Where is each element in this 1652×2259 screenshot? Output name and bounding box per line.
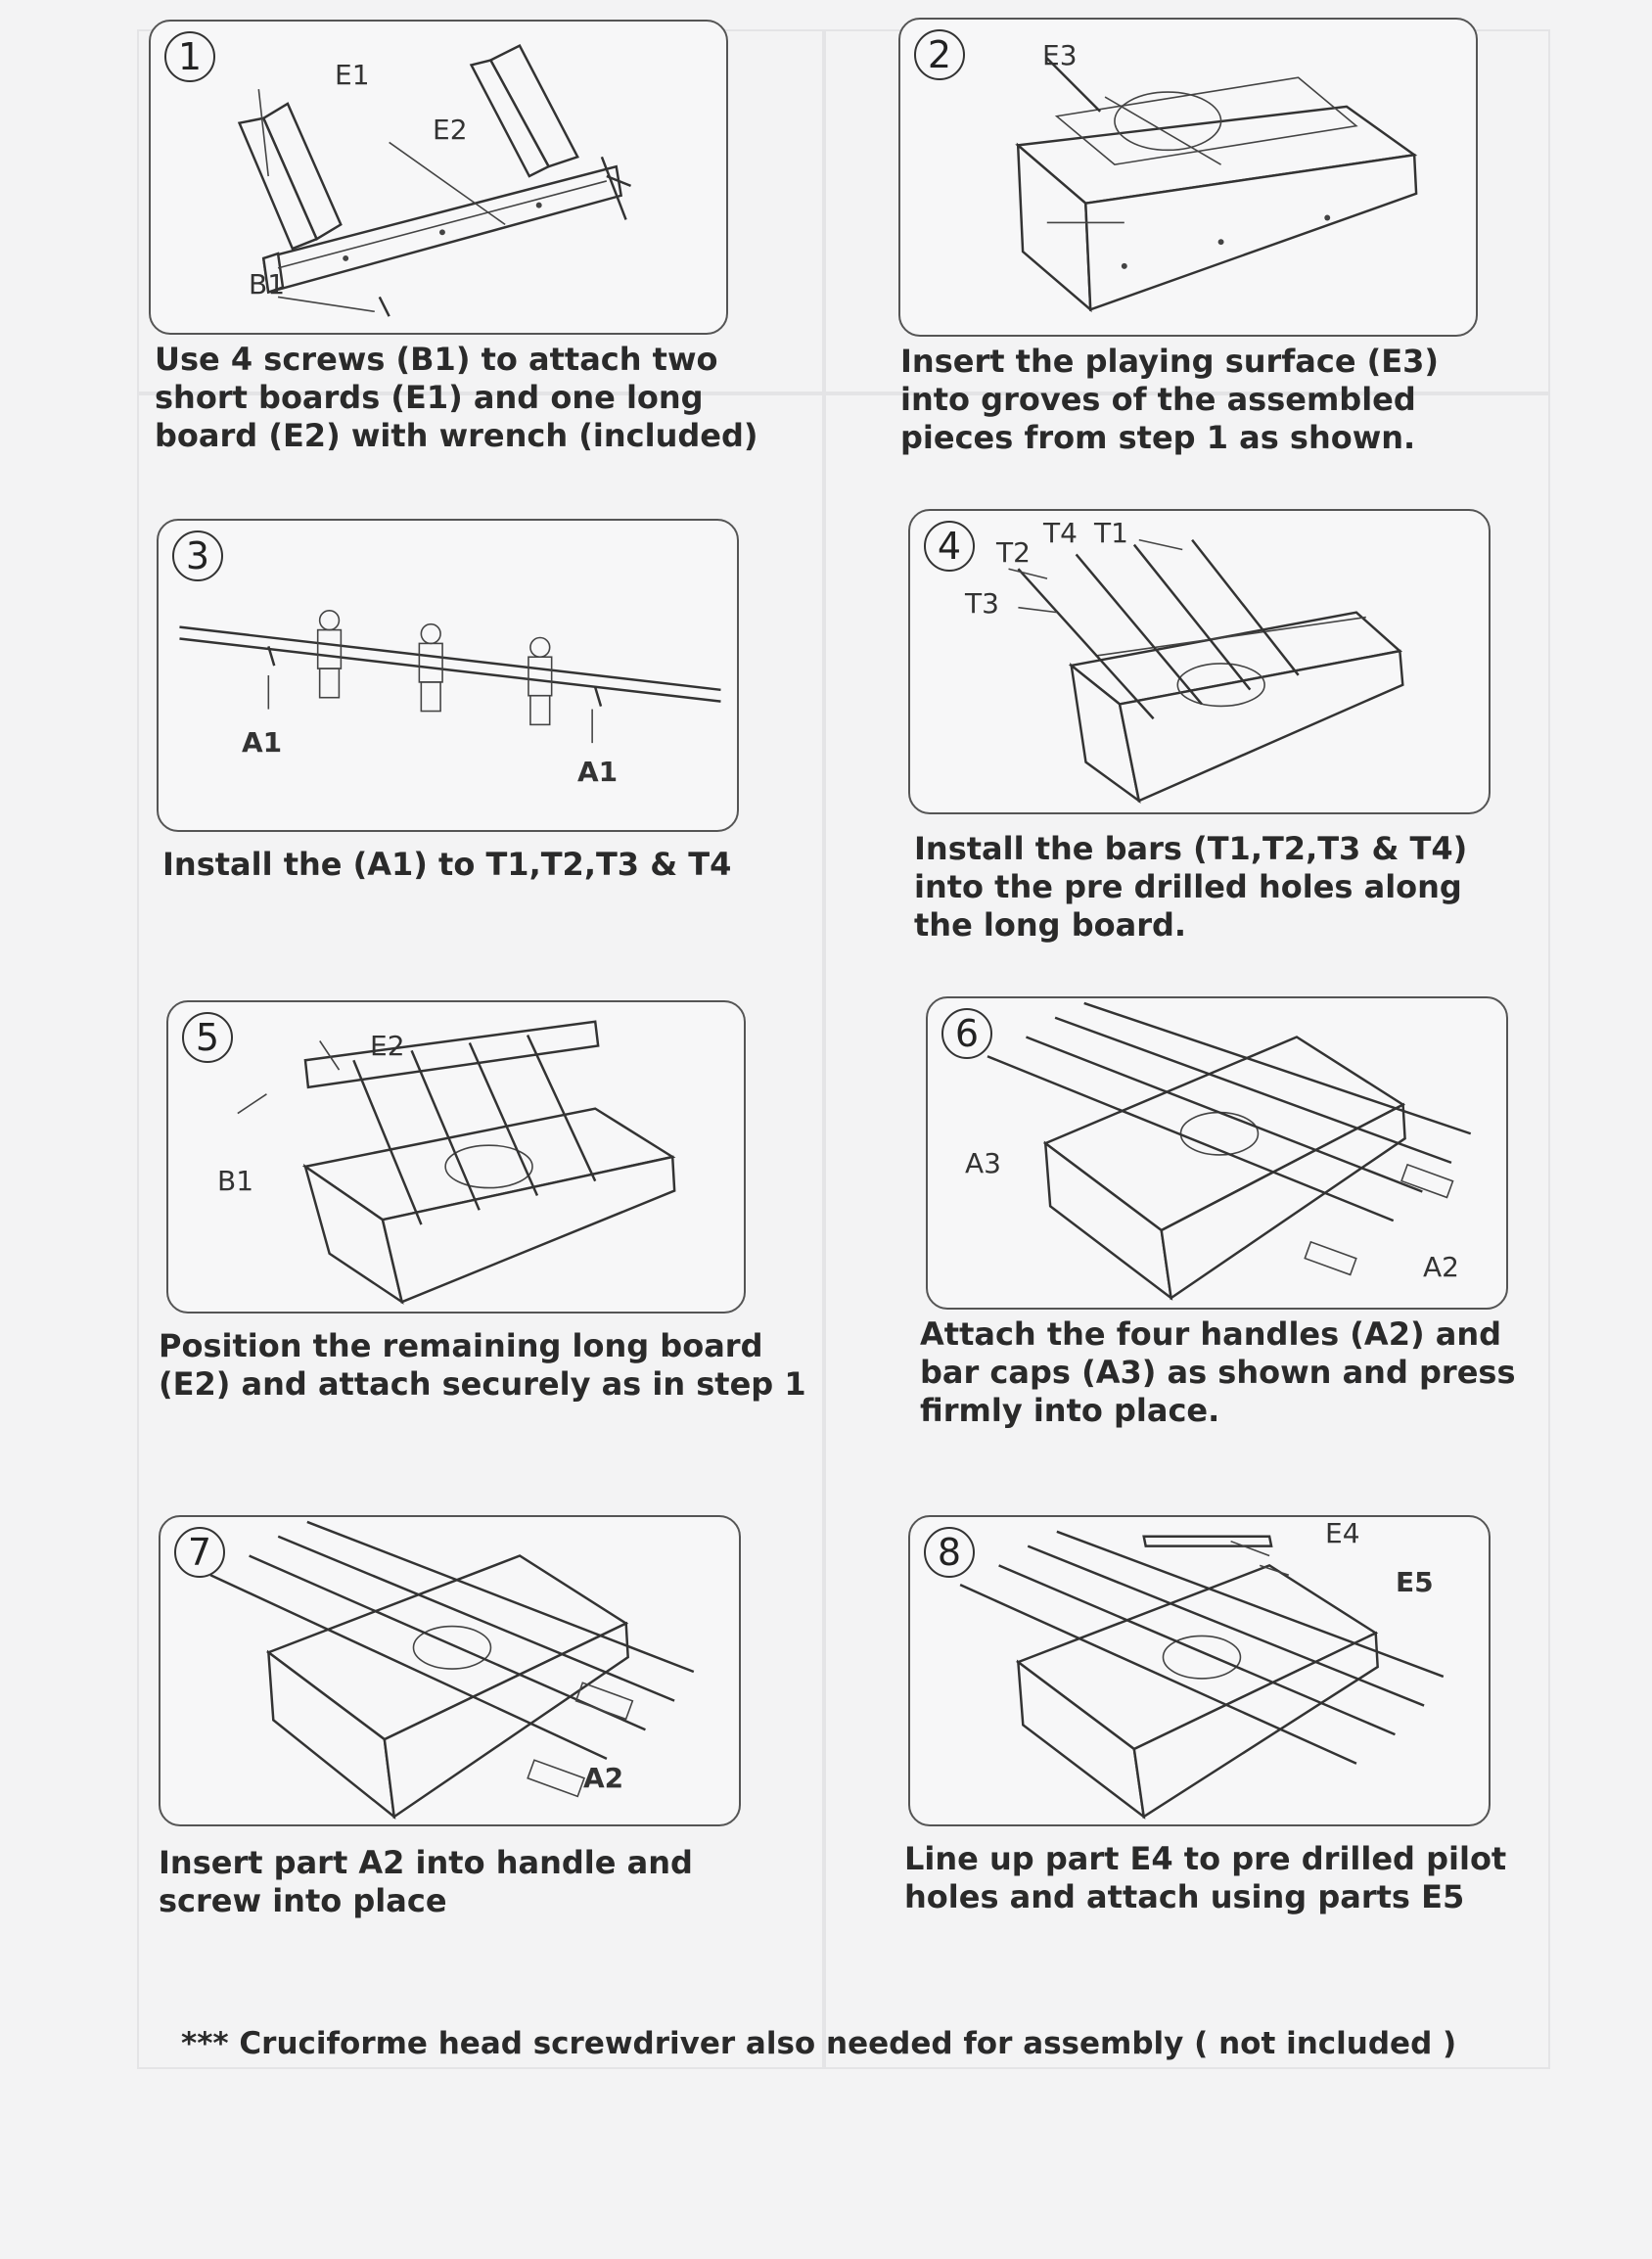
step-7-illustration bbox=[161, 1517, 739, 1824]
label-A1-right: A1 bbox=[577, 756, 619, 788]
label-A1-left: A1 bbox=[242, 726, 283, 759]
label-A2: A2 bbox=[583, 1762, 624, 1794]
step-4-caption: Install the bars (T1,T2,T3 & T4) into the pre drilled holes along the long board. bbox=[914, 830, 1468, 944]
step-5-caption: Position the remaining long board (E2) and attach securely as in step 1 bbox=[159, 1327, 806, 1403]
step-3-panel bbox=[157, 519, 739, 832]
step-7-panel bbox=[159, 1515, 741, 1826]
step-2-illustration bbox=[900, 20, 1476, 335]
label-B1: B1 bbox=[217, 1165, 254, 1197]
label-B1: B1 bbox=[249, 268, 286, 300]
step-number: 4 bbox=[924, 521, 975, 572]
label-T1: T1 bbox=[1094, 517, 1128, 549]
label-T4: T4 bbox=[1043, 517, 1078, 549]
label-T2: T2 bbox=[996, 536, 1031, 569]
step-2-panel bbox=[898, 18, 1478, 337]
label-E2: E2 bbox=[433, 114, 468, 146]
step-7-caption: Insert part A2 into handle and screw into place bbox=[159, 1844, 693, 1919]
step-6-illustration bbox=[928, 998, 1506, 1308]
step-6-panel bbox=[926, 996, 1508, 1310]
step-4-panel bbox=[908, 509, 1491, 814]
label-E4: E4 bbox=[1325, 1517, 1360, 1549]
step-number: 6 bbox=[941, 1008, 992, 1059]
step-6-caption: Attach the four handles (A2) and bar caps (A3) as shown and press firmly into place. bbox=[920, 1315, 1516, 1429]
label-E5: E5 bbox=[1396, 1566, 1434, 1598]
label-E3: E3 bbox=[1042, 39, 1078, 71]
step-1-caption: Use 4 screws (B1) to attach two short boards (E1) and one long board (E2) with wrench (included) bbox=[155, 341, 758, 454]
label-E2: E2 bbox=[370, 1030, 405, 1062]
step-5-illustration bbox=[168, 1002, 744, 1312]
step-8-caption: Line up part E4 to pre drilled pilot holes and attach using parts E5 bbox=[904, 1840, 1507, 1915]
step-1-panel bbox=[149, 20, 728, 335]
label-T3: T3 bbox=[965, 587, 999, 620]
step-number: 1 bbox=[164, 31, 215, 82]
step-3-caption: Install the (A1) to T1,T2,T3 & T4 bbox=[162, 846, 732, 883]
step-number: 7 bbox=[174, 1527, 225, 1578]
step-number: 3 bbox=[172, 530, 223, 581]
footnote: *** Cruciforme head screwdriver also needed for assembly ( not included ) bbox=[181, 2026, 1457, 2061]
label-A2: A2 bbox=[1423, 1251, 1459, 1283]
step-5-panel bbox=[166, 1000, 746, 1314]
step-8-illustration bbox=[910, 1517, 1489, 1824]
step-number: 8 bbox=[924, 1527, 975, 1578]
step-2-caption: Insert the playing surface (E3) into groves of the assembled pieces from step 1 as shown. bbox=[900, 343, 1440, 456]
label-A3: A3 bbox=[965, 1147, 1001, 1179]
step-8-panel bbox=[908, 1515, 1491, 1826]
step-3-illustration bbox=[159, 521, 737, 830]
step-number: 5 bbox=[182, 1012, 233, 1063]
show-through-lines bbox=[822, 29, 826, 2069]
step-1-illustration bbox=[151, 22, 726, 333]
label-E1: E1 bbox=[335, 59, 370, 91]
step-number: 2 bbox=[914, 29, 965, 80]
